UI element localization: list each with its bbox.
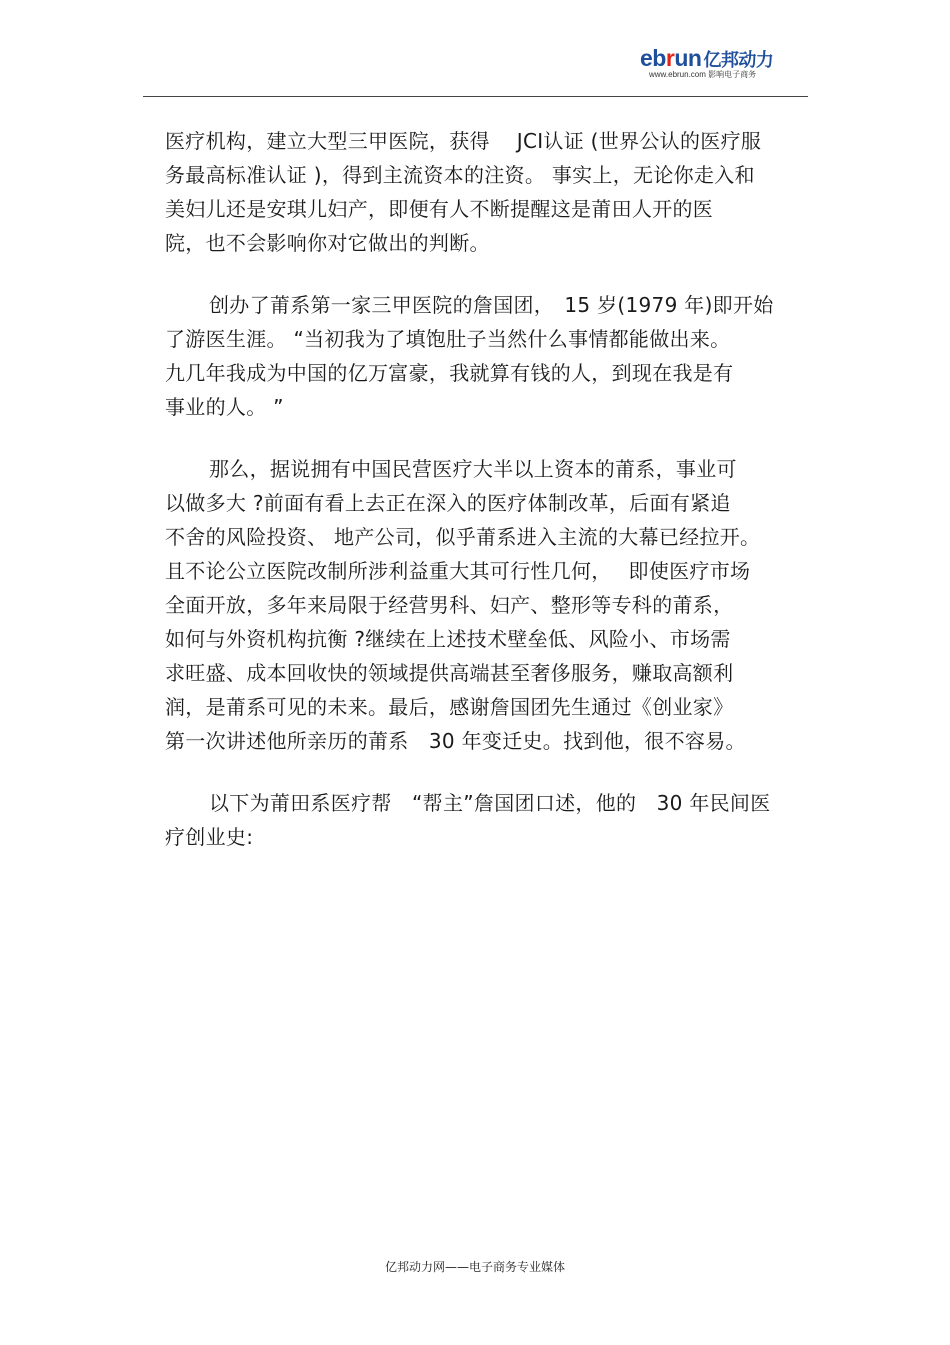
text-line: 求旺盛、成本回收快的领域提供高端甚至奢侈服务，赚取高额利 — [165, 661, 734, 685]
logo-slogan: 影响电子商务 — [708, 70, 757, 79]
text-line: 那么，据说拥有中国民营医疗大半以上资本的莆系，事业可 — [209, 457, 737, 481]
page-footer: 亿邦动力网——电子商务专业媒体 — [384, 1260, 565, 1274]
article-body — [165, 125, 805, 883]
header-divider — [143, 96, 808, 97]
text-line: 第一次讲述他所亲历的莆系 30 年变迁史。找到他，很不容易。 — [165, 729, 746, 753]
text-line: 务最高标准认证 )，得到主流资本的注资。 事实上，无论你走入和 — [165, 163, 755, 187]
text-line: 九几年我成为中国的亿万富豪，我就算有钱的人，到现在我是有 — [165, 361, 734, 385]
ebrun-logo — [640, 46, 815, 86]
paragraph-3 — [165, 453, 805, 757]
logo-wordmark — [640, 46, 773, 73]
text-line: 以下为莆田系医疗帮 “帮主”詹国团口述，他的 30 年民间医 — [209, 791, 771, 815]
text-line: 全面开放，多年来局限于经营男科、妇产、整形等专科的莆系， — [165, 593, 734, 617]
text-line: 创办了莆系第一家三甲医院的詹国团， 15 岁(1979 年)即开始 — [209, 293, 774, 317]
paragraph-1 — [165, 125, 805, 259]
logo-url: www.ebrun.com — [649, 70, 706, 79]
text-line: 院，也不会影响你对它做出的判断。 — [165, 231, 490, 255]
text-line: 疗创业史: — [165, 825, 254, 849]
logo-tagline — [649, 70, 756, 80]
logo-letters-un: un — [674, 45, 702, 71]
paragraph-2 — [165, 289, 805, 423]
text-line: 且不论公立医院改制所涉利益重大其可行性几何， 即使医疗市场 — [165, 559, 751, 583]
text-line: 如何与外资机构抗衡 ?继续在上述技术壁垒低、风险小、市场需 — [165, 627, 731, 651]
text-line: 医疗机构，建立大型三甲医院，获得 JCI认证 (世界公认的医疗服 — [165, 129, 762, 153]
text-line: 美妇儿还是安琪儿妇产，即便有人不断提醒这是莆田人开的医 — [165, 197, 714, 221]
text-line: 不舍的风险投资、 地产公司，似乎莆系进入主流的大幕已经拉开。 — [165, 525, 761, 549]
text-line: 润，是莆系可见的未来。最后，感谢詹国团先生通过《创业家》 — [165, 695, 734, 719]
logo-letter-r: r — [665, 45, 675, 71]
logo-chinese-name: 亿邦动力 — [703, 50, 774, 71]
paragraph-4 — [165, 787, 805, 853]
logo-letter-e: e — [640, 45, 653, 71]
text-line: 以做多大 ?前面有看上去正在深入的医疗体制改革，后面有紧追 — [165, 491, 731, 515]
text-line: 了游医生涯。 “当初我为了填饱肚子当然什么事情都能做出来。 — [165, 327, 731, 351]
text-line: 事业的人。 ” — [165, 395, 284, 419]
page-header — [0, 0, 950, 100]
logo-letter-b: b — [652, 45, 666, 71]
